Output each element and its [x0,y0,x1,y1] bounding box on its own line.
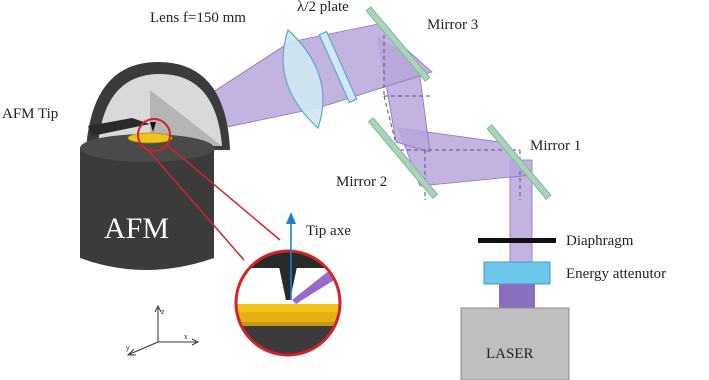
inset-sample-top [230,304,350,312]
axis-y-label: y [126,345,130,352]
inset-sample-edge [230,322,350,326]
afm-label: AFM [104,212,170,245]
zoom-inset [230,246,350,366]
tip-axe-label: Tip axe [306,223,351,239]
diaphragm [478,238,556,243]
diaphragm-label: Diaphragm [566,233,634,249]
afm-instrument [80,62,230,270]
mirror2-label: Mirror 2 [336,174,388,190]
laser-beam-path [165,24,532,290]
afm-sample [128,133,172,143]
afm-tip-label: AFM Tip [2,106,59,122]
lens-label: Lens f=150 mm [150,10,246,26]
mirror3-label: Mirror 3 [427,17,479,33]
energy-attenuator-label: Energy attenutor [566,266,667,282]
energy-attenuator [484,262,550,284]
mirror1-label: Mirror 1 [530,138,582,154]
laser-box [461,308,569,380]
axis-z-label: z [161,309,165,316]
laser-label: LASER [486,346,534,362]
laser-output [499,284,535,308]
inset-sample-mid [230,312,350,322]
axis-x-label: x [184,334,188,341]
afm-body [80,148,214,270]
waveplate-label: λ/2 plate [297,0,349,15]
